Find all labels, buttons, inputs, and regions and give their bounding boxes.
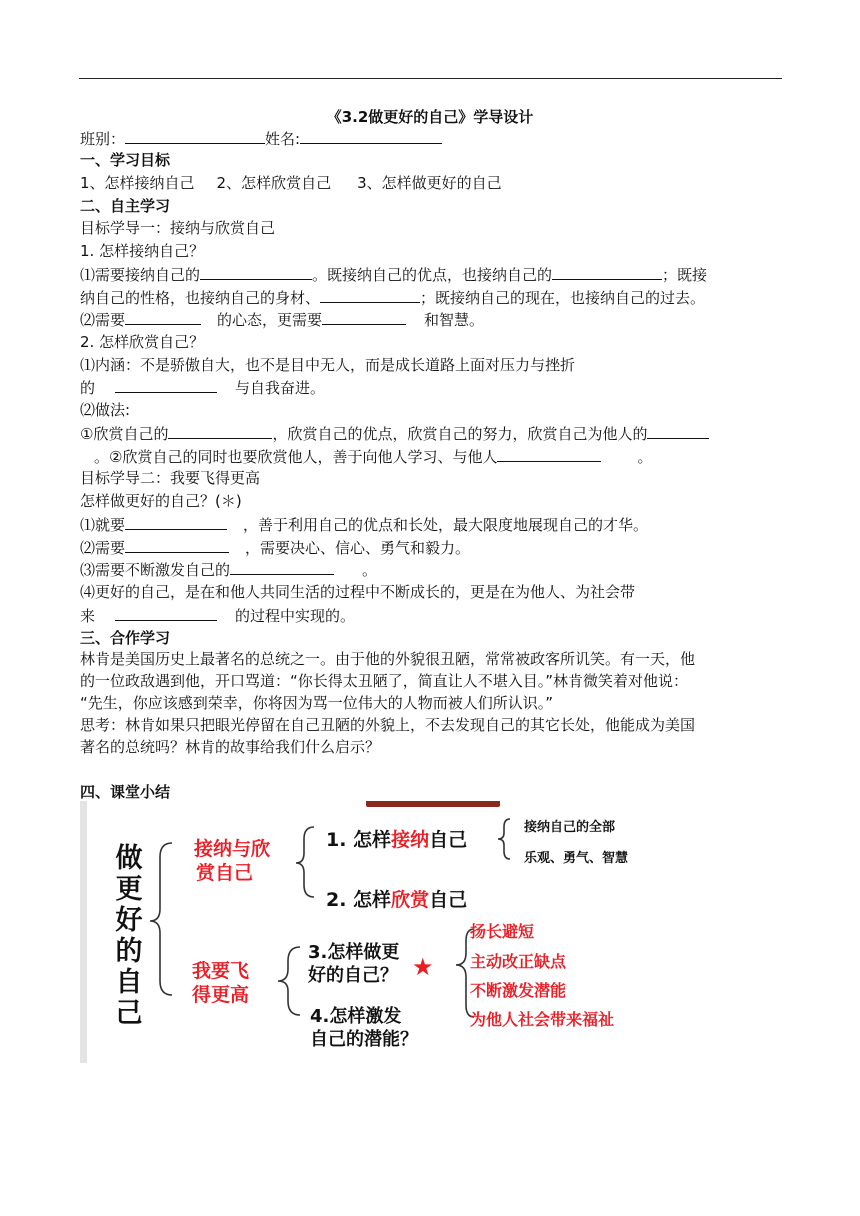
story-line: 著名的总统吗？林肯的故事给我们什么启示？ xyxy=(80,738,381,756)
goal-1: 1、怎样接纳自己 xyxy=(80,174,195,192)
sub-correct: 主动改正缺点 xyxy=(470,952,567,971)
blank[interactable] xyxy=(115,605,217,621)
item-line: 好的自己？ xyxy=(308,965,398,986)
question-2: 2. 怎样欣赏自己？ xyxy=(80,333,205,351)
text: 。②欣赏自己的同时也要欣赏他人，善于向他人学习、与他人 xyxy=(94,448,498,466)
goal-3: 3、怎样做更好的自己 xyxy=(357,174,502,192)
text: 纳自己的性格，也接纳自己的身材、 xyxy=(80,289,321,307)
item-text: 2. 怎样 xyxy=(326,889,392,911)
text: ①欣赏自己的 xyxy=(80,425,169,443)
item-keyword: 欣赏 xyxy=(391,889,430,911)
q3-line-d: ⑷更好的自己，是在和他人共同生活的过程中不断成长的，更是在为他人、为社会带 xyxy=(80,583,636,601)
brace-branch1 xyxy=(296,827,314,897)
item-how-better xyxy=(308,941,399,987)
brace-item1 xyxy=(498,819,510,859)
text: 与自我奋进。 xyxy=(235,379,326,397)
branch-line: 赏自己 xyxy=(196,862,254,884)
text: 来 xyxy=(80,607,96,625)
q1-line-b xyxy=(80,287,705,308)
brace-root xyxy=(150,843,172,995)
text: 的心态，更需要 xyxy=(217,311,323,329)
text: ，善于利用自己的优点和长处，最大限度地展现自己的才华。 xyxy=(243,516,649,534)
blank[interactable] xyxy=(125,514,227,530)
root-char: 好 xyxy=(115,905,143,936)
text: ⑴需要接纳自己的 xyxy=(80,266,201,284)
section2-heading: 二、自主学习 xyxy=(80,197,171,215)
q3-line-b xyxy=(80,537,470,558)
q2-line-e xyxy=(94,446,652,467)
blank[interactable] xyxy=(125,537,229,553)
goal-2: 2、怎样欣赏自己 xyxy=(216,174,332,192)
blank[interactable] xyxy=(320,287,420,303)
item-how-appreciate xyxy=(326,885,467,912)
item-keyword: 接纳 xyxy=(391,829,430,851)
section1-heading: 一、学习目标 xyxy=(80,151,171,169)
star-icon: ★ xyxy=(412,953,434,981)
root-char: 的 xyxy=(115,936,143,967)
q1-line-a xyxy=(80,264,707,285)
blank[interactable] xyxy=(230,559,334,575)
blank[interactable] xyxy=(647,423,709,439)
text: ⑶需要不断激发自己的 xyxy=(80,561,231,579)
item-text: 自己 xyxy=(429,889,468,911)
item-how-accept xyxy=(326,825,467,852)
sub-potential: 不断激发潜能 xyxy=(470,981,567,1000)
item-line: 自己的潜能？ xyxy=(310,1029,418,1050)
class-blank[interactable] xyxy=(125,128,265,144)
section4-heading: 四、课堂小结 xyxy=(80,783,171,801)
text: 。既接纳自己的优点，也接纳自己的 xyxy=(312,266,553,284)
item-line: 4.怎样激发 xyxy=(310,1006,402,1027)
story-line: 林肯是美国历史上最著名的总统之一。由于他的外貌很丑陋，常常被政客所讥笑。有一天，他 xyxy=(80,650,696,668)
blank[interactable] xyxy=(497,446,601,462)
guide2: 目标学导二：我要飞得更高 xyxy=(80,469,261,487)
blank[interactable] xyxy=(115,377,217,393)
brace-item3 xyxy=(456,929,474,1017)
sub-welfare: 为他人社会带来福祉 xyxy=(470,1010,615,1029)
root-char: 自 xyxy=(115,967,143,998)
root-char: 己 xyxy=(115,998,143,1029)
text: 的 xyxy=(80,379,96,397)
text: ⑵需要 xyxy=(80,539,126,557)
root-char: 做 xyxy=(115,843,143,874)
name-label: 姓名: xyxy=(265,130,301,148)
blank[interactable] xyxy=(322,309,406,325)
q2-line-b xyxy=(80,377,325,398)
branch-line: 接纳与欣 xyxy=(194,838,271,860)
summary-diagram xyxy=(80,801,782,1063)
q2-line-c: ⑵做法: xyxy=(80,401,131,419)
q2-line-a: ⑴内涵：不是骄傲自大，也不是目中无人，而是成长道路上面对压力与挫折 xyxy=(80,356,576,374)
text: ⑴就要 xyxy=(80,516,126,534)
text: ；既接 xyxy=(662,266,708,284)
q3-line-a xyxy=(80,514,648,535)
class-label: 班别： xyxy=(80,130,126,148)
q3-line-e xyxy=(80,605,355,626)
q3-line-c xyxy=(80,559,377,580)
brace-branch2 xyxy=(278,947,300,1015)
text: 和智慧。 xyxy=(424,311,485,329)
item-line: 3.怎样做更 xyxy=(308,942,400,963)
text: 。 xyxy=(637,448,653,466)
page-title: 《3.2做更好的自己》学导设计 xyxy=(326,108,534,126)
sub-strengths: 扬长避短 xyxy=(470,922,535,941)
story-line: 思考：林肯如果只把眼光停留在自己丑陋的外貌上，不去发现自己的其它长处，他能成为美国 xyxy=(80,716,696,734)
guide1: 目标学导一：接纳与欣赏自己 xyxy=(80,219,276,237)
blank[interactable] xyxy=(552,264,662,280)
sub-optimism: 乐观、勇气、智慧 xyxy=(524,851,629,866)
text: ，欣赏自己的优点，欣赏自己的努力，欣赏自己为他人的 xyxy=(272,425,648,443)
story-line: “先生，你应该感到荣幸，你将因为骂一位伟大的人物而被人们所认识。” xyxy=(80,694,554,712)
branch-fly-higher xyxy=(192,959,249,1007)
text: ，需要决心、信心、勇气和毅力。 xyxy=(245,539,471,557)
text: ；既接纳自己的现在，也接纳自己的过去。 xyxy=(420,289,706,307)
blank[interactable] xyxy=(168,423,272,439)
blank[interactable] xyxy=(200,264,312,280)
story-line: 的一位政敌遇到他，开口骂道：“你长得太丑陋了，简直让人不堪入目。”林肯微笑着对他说： xyxy=(80,672,689,690)
item-text: 1. 怎样 xyxy=(326,829,392,851)
text: ⑵需要 xyxy=(80,311,126,329)
text: 的过程中实现的。 xyxy=(235,607,356,625)
name-blank[interactable] xyxy=(300,128,442,144)
section3-heading: 三、合作学习 xyxy=(80,629,171,647)
blank[interactable] xyxy=(125,309,201,325)
sub-accept-all: 接纳自己的全部 xyxy=(524,820,616,835)
class-name-row xyxy=(80,128,442,149)
item-how-potential xyxy=(310,1005,418,1051)
text: 。 xyxy=(362,561,378,579)
header-rule xyxy=(79,78,782,79)
question-1: 1. 怎样接纳自己？ xyxy=(80,242,205,260)
branch-line: 我要飞 xyxy=(192,960,250,982)
item-text: 自己 xyxy=(429,829,468,851)
goals-row xyxy=(80,173,502,193)
branch-line: 得更高 xyxy=(192,984,250,1006)
root-char: 更 xyxy=(115,874,143,905)
q2-line-d xyxy=(80,423,709,444)
q1-line-c xyxy=(80,309,484,330)
question-3: 怎样做更好的自己？(＊) xyxy=(80,492,242,510)
branch-accept xyxy=(194,837,270,885)
diagram-root xyxy=(114,843,144,1029)
story-paragraph xyxy=(80,648,782,758)
